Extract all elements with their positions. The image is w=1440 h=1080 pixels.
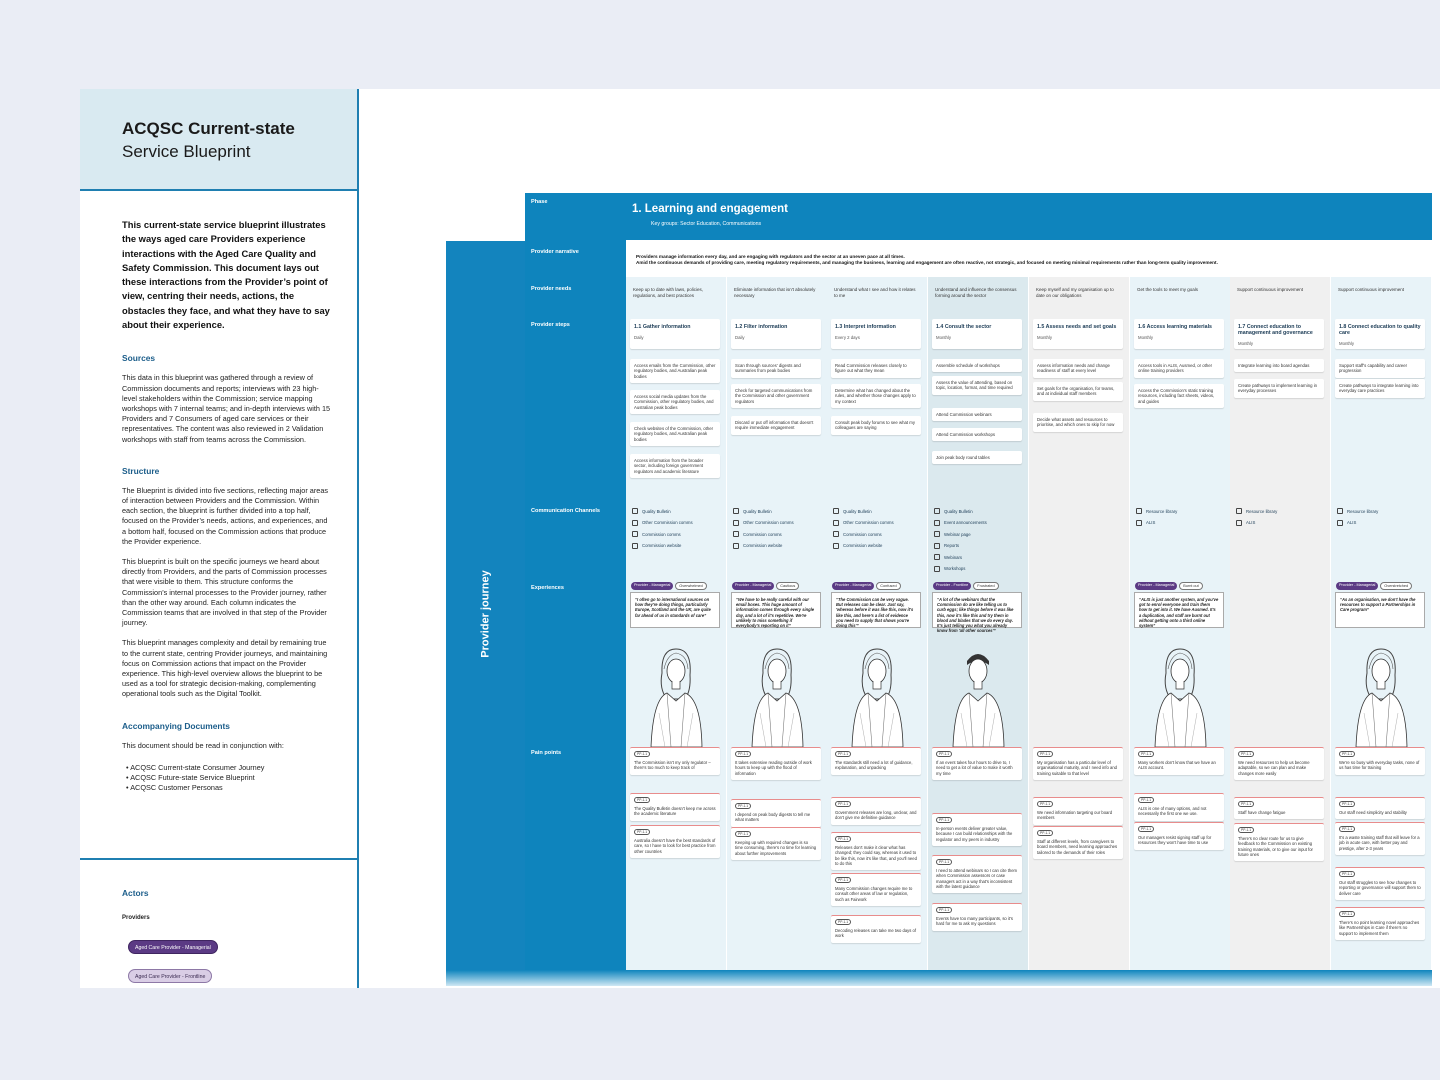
experience-quote: “The Commission can be very vague. But releases can be clear. Just say, 'whereas before it was like this, now it's like this, and here's a list of evidence you need to supply that shows you're doing this'” — [831, 592, 921, 628]
experience-tags — [1135, 582, 1203, 590]
pain-point-card[interactable] — [630, 793, 720, 821]
pain-point-text: Keeping up with required changes is so time consuming, there's no time for learning about further improvements — [735, 840, 817, 856]
pain-point-card[interactable] — [1134, 793, 1224, 821]
channel-label: ALIS — [1347, 520, 1357, 525]
row-label-channels: Communication Channels — [531, 508, 600, 514]
channel-item[interactable] — [1136, 508, 1177, 514]
channel-label: Quality Bulletin — [743, 508, 772, 514]
channel-item[interactable] — [1337, 520, 1356, 526]
step-title: 1.5 Assess needs and set goals — [1037, 324, 1117, 330]
row-label-experiences: Experiences — [531, 585, 564, 591]
provider-step-card[interactable] — [630, 319, 720, 349]
pain-point-card[interactable] — [1134, 822, 1224, 850]
pain-point-text: It takes extensive reading outside of work hours to keep up with the flood of information — [735, 760, 812, 776]
step-frequency: Monthly — [1339, 341, 1355, 346]
pain-point-text: In-person events deliver greater value, because I can build relationships with the regulator and my peers in industry — [936, 826, 1013, 842]
channel-icon — [833, 520, 839, 526]
provider-need: Understand and influence the consensus forming around the sector — [935, 287, 1017, 298]
pain-point-text: If an event takes four hours to drive to, I need to get a lot of value to make it worth my time — [936, 760, 1013, 776]
action-card[interactable]: Check websites of the Commission, other regulatory bodies, and Australian peak bodies — [630, 422, 720, 446]
intro-paragraph: This current-state service blueprint illustrates the ways aged care Providers experience interactions with the Aged Care Quality and Safety Commission. This document lays out these interactions from the Provider’s point of view, centring their needs, actions, the obstacles they face, and what they have to say about their experience. — [122, 219, 330, 331]
pain-point-tag: PP-1.1 — [634, 829, 650, 835]
journey-column — [1230, 277, 1330, 970]
channel-item[interactable] — [632, 543, 681, 549]
action-card[interactable]: Set goals for the organisation, for teams, and at individual staff members — [1033, 382, 1123, 401]
channel-label: Workshops — [944, 566, 966, 571]
structure-paragraph: This blueprint manages complexity and detail by remaining true to the current state, centring Provider journeys, and maintaining focus on Commission actions that impact on the Provider experience. This high-level overview allows the blueprint to be used as a tool for strategic decision-making, complementing operational tools such as the Digital Toolkit. — [122, 638, 328, 699]
pain-point-text: The Commission isn't my only regulator – there's too much to keep track of — [634, 760, 711, 771]
pain-point-card[interactable] — [932, 747, 1022, 780]
pain-point-text: Our managers resist signing staff up for resources they won't have time to use — [1138, 835, 1212, 846]
emotion-tag: Frustrated — [973, 582, 998, 590]
step-title: 1.1 Gather information — [634, 324, 691, 330]
channel-icon — [934, 520, 940, 526]
step-frequency: Monthly — [936, 335, 952, 340]
channel-label: Resource library — [1347, 508, 1379, 514]
structure-paragraph: This blueprint is built on the specific journeys we heard about directly from Providers, and the parts of Commission processes that were visible to them. This structure conforms the Commission’s internal processes to the Provider journey, rather than the other way around. Each column indicates the Commission teams that are involved in that step of the Provider journey. — [122, 557, 327, 628]
step-frequency: Daily — [735, 335, 745, 340]
action-card[interactable]: Access emails from the Commission, other regulatory bodies, and Australian peak bodies — [630, 359, 720, 383]
persona-tag: Provider - Managerial — [732, 582, 774, 590]
row-label-narrative: Provider narrative — [531, 249, 579, 255]
step-frequency: Every 2 days — [835, 335, 860, 340]
persona-tag: Provider - Frontline — [933, 582, 971, 590]
pain-point-tag: PP-1.1 — [835, 751, 851, 757]
actors-subheading: Providers — [122, 915, 150, 921]
persona-managerial-illustration — [1350, 643, 1412, 747]
document-subtitle: Service Blueprint — [122, 142, 251, 161]
channel-icon — [1136, 508, 1142, 514]
channel-icon — [934, 531, 940, 537]
pain-point-text: Staff have change fatigue — [1238, 810, 1286, 815]
channel-icon — [833, 531, 839, 537]
document-title: ACQSC Current-state — [122, 119, 295, 138]
pain-point-card[interactable] — [831, 797, 921, 825]
action-card[interactable]: Assess the value of attending, based on topic, location, format, and time required — [932, 376, 1022, 395]
pain-point-card[interactable] — [1335, 747, 1425, 775]
journey-column — [1331, 277, 1431, 970]
channel-item[interactable] — [934, 543, 959, 549]
journey-column — [727, 277, 827, 970]
provider-step-card[interactable] — [1033, 319, 1123, 349]
journey-column — [1029, 277, 1129, 970]
pain-point-card[interactable] — [932, 855, 1022, 893]
channel-item[interactable] — [833, 531, 882, 537]
journey-column — [626, 277, 726, 970]
pain-point-tag: PP-1.1 — [1339, 871, 1355, 877]
action-card[interactable]: Join peak body round tables — [932, 451, 1022, 464]
step-frequency: Daily — [634, 335, 644, 340]
provider-narrative — [626, 241, 1432, 277]
channel-item[interactable] — [833, 520, 894, 526]
channel-item[interactable] — [833, 508, 872, 514]
channel-label: Event announcements — [944, 520, 987, 525]
step-frequency: Monthly — [1037, 335, 1053, 340]
persona-managerial-illustration — [645, 643, 707, 747]
pain-point-tag: PP-1.1 — [936, 817, 952, 823]
pain-point-text: There's no clear route for us to give feedback to the Commission on existing training materials, or to give our input for future ones — [1238, 836, 1313, 857]
channel-item[interactable] — [733, 520, 794, 526]
channel-icon — [934, 508, 940, 514]
structure-paragraph: The Blueprint is divided into five sections, reflecting major areas of interaction between Providers and the Commission. Within each section, the blueprint is further divided into a top half, focused on the Provider’s needs, actions, and experiences, and a bottom half, focused on the Commission actions that produce the Provider experience. — [122, 485, 329, 546]
pain-point-card[interactable] — [1335, 867, 1425, 900]
provider-need: Understand what I see and how it relates to me — [834, 287, 916, 298]
pain-point-card[interactable] — [831, 873, 921, 906]
pain-point-card[interactable] — [731, 747, 821, 780]
pain-point-text: ALIS is one of many options, and not necessarily the first one we use. — [1138, 806, 1207, 817]
channel-icon — [632, 543, 638, 549]
channel-label: Quality Bulletin — [642, 508, 671, 514]
provider-need: Eliminate information that isn't absolutely necessary — [734, 287, 816, 298]
pain-point-card[interactable] — [630, 747, 720, 775]
channel-label: Commission comms — [743, 531, 782, 537]
row-label-phase: Phase — [531, 199, 548, 205]
action-card[interactable]: Access the Commission's static training resources, including fact sheets, videos, and guides — [1134, 384, 1224, 408]
channel-label: Commission website — [843, 543, 883, 548]
action-card[interactable]: Decide what assets and resources to prioritise, and which ones to skip for now — [1033, 413, 1123, 432]
persona-managerial-illustration — [846, 643, 908, 747]
pain-point-tag: PP-1.1 — [835, 877, 851, 883]
channel-icon — [733, 531, 739, 537]
channel-icon — [733, 543, 739, 549]
action-card[interactable]: Scan through sources' digests and summaries from peak bodies — [731, 359, 821, 378]
provider-need: Support continuous improvement — [1338, 287, 1405, 292]
pain-point-text: We need resources to help us become adaptable, so we can plan and make changes more easily — [1238, 760, 1310, 776]
pain-point-text: Releases don't make it clear what has changed; they could say, whereas it used to be like this, now it's like that, and you'll need to do this — [835, 845, 917, 866]
pain-point-card[interactable] — [1234, 747, 1324, 780]
step-frequency: Monthly — [1138, 335, 1154, 340]
channel-icon — [1337, 508, 1343, 514]
pain-point-text: Decoding releases can take me two days of work — [835, 928, 917, 939]
pain-point-text: Many workers don't know that we have an ALIS account. — [1138, 760, 1216, 771]
channel-icon — [632, 520, 638, 526]
pain-point-tag: PP-1.1 — [1238, 827, 1254, 833]
channel-icon — [934, 554, 940, 560]
channel-item[interactable] — [632, 520, 693, 526]
persona-tag: Provider - Managerial — [832, 582, 874, 590]
action-card[interactable]: Attend Commission webinars — [932, 408, 1022, 421]
narrative-line: Providers manage information every day, and are engaging with regulators and the sector at an uneven pace at all times. — [636, 254, 905, 259]
channel-label: Other Commission comms — [743, 520, 794, 525]
experience-quote: “A lot of the webinars that the Commission do are like telling us to curb eggs; like things before it was like this, now it's like this and try them in blood and blades that we do every day. It's just telling you what you already know from 'all other sources'” — [932, 592, 1022, 628]
step-title: 1.6 Access learning materials — [1138, 324, 1213, 330]
pain-point-text: Events have too many participants, so it's hard for me to ask my questions — [936, 916, 1013, 927]
pain-point-tag: PP-1.1 — [936, 907, 952, 913]
pain-point-text: Government releases are long, unclear, and don't give me definitive guidance — [835, 810, 917, 821]
journey-label — [446, 241, 525, 986]
action-card[interactable]: Create pathways to implement learning in everyday processes — [1234, 379, 1324, 398]
step-title: 1.4 Consult the sector — [936, 324, 992, 330]
channel-item[interactable] — [1136, 520, 1155, 526]
provider-step-card[interactable] — [932, 319, 1022, 349]
experience-quote: “As an organisation, we don't have the resources to support a Partnerships in Care program” — [1335, 592, 1425, 628]
phase-subtitle: Key groups: Sector Education, Communications — [651, 221, 762, 227]
persona-tag: Provider - Managerial — [1336, 582, 1378, 590]
action-card[interactable]: Assess information needs and change readiness of staff at every level — [1033, 359, 1123, 378]
pain-point-text: Our staff struggles to see how changes to reporting or governance will support them to deliver care — [1339, 880, 1421, 896]
row-label-pain-points: Pain points — [531, 750, 562, 756]
channel-label: Commission comms — [642, 531, 681, 537]
provider-step-card[interactable] — [1335, 319, 1425, 349]
documents-paragraph: This document should be read in conjunction with: — [122, 740, 284, 750]
row-label-needs: Provider needs — [531, 286, 572, 292]
channel-label: Quality Bulletin — [944, 508, 973, 514]
experience-tags — [933, 582, 999, 590]
pain-point-text: Australia doesn't have the best standards of care, so I have to look for best practice from other countries — [634, 838, 716, 854]
experience-tags — [1336, 582, 1412, 590]
action-card[interactable]: Access social media updates from the Commission, other regulatory bodies, and Australian peak bodies — [630, 390, 720, 414]
pain-point-tag: PP-1.1 — [1339, 751, 1355, 757]
channel-label: ALIS — [1146, 520, 1156, 525]
provider-step-card[interactable] — [831, 319, 921, 349]
title-block — [80, 89, 357, 191]
channel-icon — [733, 508, 739, 514]
pain-point-card[interactable] — [1033, 747, 1123, 780]
actor-frontline-badge: Aged Care Provider - Frontline — [128, 969, 212, 983]
channel-icon — [934, 543, 940, 549]
channel-item[interactable] — [1337, 508, 1378, 514]
channel-label: Commission comms — [843, 531, 882, 537]
channel-label: Resource library — [1246, 508, 1278, 514]
action-card[interactable]: Integrate learning into board agendas — [1234, 359, 1324, 372]
channel-icon — [934, 566, 940, 572]
channel-item[interactable] — [733, 508, 772, 514]
action-card[interactable]: Discard or put off information that doesn't require immediate engagement — [731, 416, 821, 435]
emotion-tag: Overstretched — [1380, 582, 1412, 590]
pain-point-text: Many Commission changes require me to consult other areas of law or regulation, such as Fairwork — [835, 886, 913, 902]
pain-point-tag: PP-1.1 — [835, 919, 851, 925]
pain-point-card[interactable] — [1335, 822, 1425, 855]
step-title: 1.2 Filter information — [735, 324, 788, 330]
action-card[interactable]: Consult peak body forums to see what my colleagues are saying — [831, 416, 921, 435]
channel-label: Commission website — [743, 543, 783, 548]
pain-point-tag: PP-1.1 — [735, 751, 751, 757]
provider-need: Keep up to date with laws, policies, regulations, and best practices — [633, 287, 704, 298]
channel-item[interactable] — [934, 508, 973, 514]
channel-label: Webinar page — [944, 531, 971, 537]
channel-label: Other Commission comms — [843, 520, 894, 525]
provider-need: Get the tools to meet my goals — [1137, 287, 1199, 292]
action-card[interactable]: Determine what has changed about the rules, and whether those changes apply to my context — [831, 384, 921, 408]
pain-point-text: We need information targeting our board members — [1037, 810, 1113, 821]
channel-item[interactable] — [632, 508, 671, 514]
pain-point-text: Our staff need simplicity and stability — [1339, 810, 1407, 815]
channel-item[interactable] — [934, 520, 987, 526]
channel-item[interactable] — [733, 543, 782, 549]
channel-label: Reports — [944, 543, 960, 548]
pain-point-card[interactable] — [1335, 797, 1425, 819]
pain-point-card[interactable] — [630, 825, 720, 858]
experience-tags — [832, 582, 901, 590]
pain-point-tag: PP-1.1 — [1138, 826, 1154, 832]
pain-point-tag: PP-1.1 — [1339, 801, 1355, 807]
documents-heading: Accompanying Documents — [122, 720, 230, 731]
emotion-tag: Burnt out — [1179, 582, 1202, 590]
channel-icon — [1236, 508, 1242, 514]
pain-point-card[interactable] — [1033, 797, 1123, 825]
document-item: • ACQSC Customer Personas — [126, 783, 331, 793]
step-title: 1.3 Interpret information — [835, 324, 896, 330]
pain-point-tag: PP-1.1 — [735, 803, 751, 809]
pain-point-tag: PP-1.1 — [1238, 801, 1254, 807]
sources-paragraph: This data in this blueprint was gathered through a review of Commission documents and reports; interviews with 23 high-level stakeholders within the Commission; service mapping workshops with 7 internal teams; and in-depth interviews with 15 Providers and 7 Consumers of aged care services or their representatives. The content was also reviewed in 2 Validation workshops with staff from teams across the Commission. — [122, 373, 331, 444]
channel-label: Commission website — [642, 543, 682, 548]
pain-point-text: I need to attend webinars so I can cite them when Commission assessors or case managers act in a way that's inconsistent with the latest guidance — [936, 868, 1018, 889]
channel-item[interactable] — [934, 531, 971, 537]
phase-title: 1. Learning and engagement — [632, 203, 788, 215]
step-title: 1.8 Connect education to quality care — [1339, 324, 1421, 336]
channel-label: Quality Bulletin — [843, 508, 872, 514]
pain-point-card[interactable] — [831, 747, 921, 775]
pain-point-tag: PP-1.1 — [1238, 751, 1254, 757]
persona-managerial-illustration — [1149, 643, 1211, 747]
pain-point-tag: PP-1.1 — [936, 859, 952, 865]
pain-point-tag: PP-1.1 — [634, 797, 650, 803]
pain-point-card[interactable] — [1033, 826, 1123, 859]
pain-point-tag: PP-1.1 — [634, 751, 650, 757]
pain-point-text: It's a waste training staff that will leave for a job in acute care, with better pay and prestige, after 2-3 years — [1339, 835, 1420, 851]
phase-band — [626, 193, 1432, 240]
provider-need: Keep myself and my organisation up to date on our obligations — [1036, 287, 1114, 298]
experience-quote: “ALIS is just another system, and you've got to enrol everyone and train them how to get into it. We have Ausmed. It's a duplication, and staff are burnt out without getting onto a third online system” — [1134, 592, 1224, 628]
persona-frontline-illustration — [947, 643, 1009, 747]
pain-point-text: The standards still need a lot of guidance, explanation, and unpacking — [835, 760, 913, 771]
pain-point-card[interactable] — [1335, 907, 1425, 940]
channel-icon — [833, 508, 839, 514]
experience-quote: “We have to be really careful with our email boxes. This huge amount of information comes through every single day, and a lot of it's repetitive. We're unlikely to miss something if everybody's reporting on it” — [731, 592, 821, 628]
pain-point-card[interactable] — [1234, 797, 1324, 819]
actor-managerial-badge: Aged Care Provider - Managerial — [128, 940, 218, 954]
pain-point-tag: PP-1.1 — [735, 831, 751, 837]
pain-point-card[interactable] — [731, 799, 821, 827]
narrative-line: Amid the continuous demands of providing care, meeting regulatory requirements, and managing the business, learning and engagement are often reactive, not strategic, and focused on meeting minimal requirements rather than long-term quality improvement. — [636, 260, 1218, 266]
pain-point-text: I depend on peak body digests to tell me what matters — [735, 812, 811, 823]
structure-heading: Structure — [122, 465, 160, 476]
action-card[interactable]: Read Commission releases closely to figure out what they mean — [831, 359, 921, 378]
channel-item[interactable] — [833, 543, 882, 549]
pain-point-text: There's no point learning novel approaches like Partnerships in Care if there's no support to implement them — [1339, 920, 1420, 936]
pain-point-tag: PP-1.1 — [1138, 797, 1154, 803]
experience-tags — [631, 582, 707, 590]
journey-column — [827, 277, 927, 970]
channel-item[interactable] — [632, 531, 681, 537]
channel-item[interactable] — [934, 554, 962, 560]
channel-label: ALIS — [1246, 520, 1256, 525]
channel-item[interactable] — [733, 531, 782, 537]
pain-point-card[interactable] — [1234, 823, 1324, 861]
journey-column — [1130, 277, 1230, 970]
documents-list — [122, 763, 331, 793]
pain-point-tag: PP-1.1 — [1138, 751, 1154, 757]
pain-point-text: Staff at different levels, from caregivers to board members, need learning approaches tailored to the demands of their roles — [1037, 839, 1118, 855]
channel-label: Webinars — [944, 554, 963, 560]
pain-point-card[interactable] — [831, 915, 921, 943]
pain-point-tag: PP-1.1 — [1339, 911, 1355, 917]
pain-point-card[interactable] — [932, 903, 1022, 931]
provider-need: Support continuous improvement — [1237, 287, 1304, 292]
pain-point-text: We're so busy with everyday tasks, none of us has time for training — [1339, 760, 1420, 771]
action-card[interactable]: Check for targeted communications from the Commission and other government regulators — [731, 384, 821, 408]
pain-point-tag: PP-1.1 — [835, 836, 851, 842]
action-card[interactable]: Attend Commission workshops — [932, 428, 1022, 441]
experience-quote: “I often go to international sources on how they're doing things, particularly Europe, Scotland and the UK, are quite far ahead of us in standards of care” — [630, 592, 720, 628]
channel-label: Resource library — [1146, 508, 1178, 514]
channel-icon — [733, 520, 739, 526]
pain-point-tag: PP-1.1 — [1037, 830, 1053, 836]
channel-item[interactable] — [1236, 520, 1255, 526]
document-item: • ACQSC Future-state Service Blueprint — [126, 773, 331, 783]
actors-heading: Actors — [122, 888, 149, 898]
channel-icon — [632, 508, 638, 514]
action-card[interactable]: Access information from the broader sector, including foreign government regulators and academic literature — [630, 454, 720, 478]
action-card[interactable]: Assemble schedule of workshops — [932, 359, 1022, 372]
journey-column — [928, 277, 1028, 970]
channel-icon — [1136, 520, 1142, 526]
action-card[interactable]: Support staff's capability and career progression — [1335, 359, 1425, 378]
persona-tag: Provider - Managerial — [631, 582, 673, 590]
emotion-tag: Overwhelmed — [675, 582, 706, 590]
channel-label: Other Commission comms — [642, 520, 693, 525]
pain-point-tag: PP-1.1 — [1339, 826, 1355, 832]
action-card[interactable]: Access tools in ALIS, Ausmed, or other online training providers — [1134, 359, 1224, 378]
document-item: • ACQSC Current-state Consumer Journey — [126, 763, 331, 773]
persona-tag: Provider - Managerial — [1135, 582, 1177, 590]
pain-point-text: The Quality Bulletin doesn't keep me across the academic literature — [634, 806, 716, 817]
channel-icon — [632, 531, 638, 537]
experience-tags — [732, 582, 799, 590]
pain-point-card[interactable] — [1134, 747, 1224, 775]
journey-label-text: Provider journey — [479, 569, 492, 658]
action-card[interactable]: Create pathways to integrate learning into everyday care practices — [1335, 379, 1425, 398]
persona-managerial-illustration — [746, 643, 808, 747]
row-label-steps: Provider steps — [531, 322, 570, 328]
board-bottom-edge — [446, 970, 1432, 986]
pain-point-tag: PP-1.1 — [835, 801, 851, 807]
sources-heading: Sources — [122, 353, 156, 364]
provider-step-card[interactable] — [731, 319, 821, 349]
pain-point-tag: PP-1.1 — [1037, 751, 1053, 757]
step-frequency: Monthly — [1238, 341, 1254, 346]
provider-step-card[interactable] — [1134, 319, 1224, 349]
provider-step-card[interactable] — [1234, 319, 1324, 349]
channel-item[interactable] — [1236, 508, 1277, 514]
pain-point-card[interactable] — [932, 813, 1022, 846]
emotion-tag: Cautious — [776, 582, 799, 590]
pain-point-tag: PP-1.1 — [936, 751, 952, 757]
channel-icon — [833, 543, 839, 549]
pain-point-card[interactable] — [831, 832, 921, 870]
pain-point-text: My organisation has a particular level of organisational maturity, and I need info and training suitable to that level — [1037, 760, 1118, 776]
row-labels-column — [525, 241, 626, 970]
channel-item[interactable] — [934, 566, 965, 572]
channel-icon — [1337, 520, 1343, 526]
step-title: 1.7 Connect education to management and governance — [1238, 324, 1313, 336]
emotion-tag: Confused — [876, 582, 900, 590]
pain-point-card[interactable] — [731, 827, 821, 860]
intro-body — [80, 191, 357, 793]
pain-point-tag: PP-1.1 — [1037, 801, 1053, 807]
intro-panel — [80, 89, 359, 988]
divider — [80, 858, 357, 860]
channel-icon — [1236, 520, 1242, 526]
